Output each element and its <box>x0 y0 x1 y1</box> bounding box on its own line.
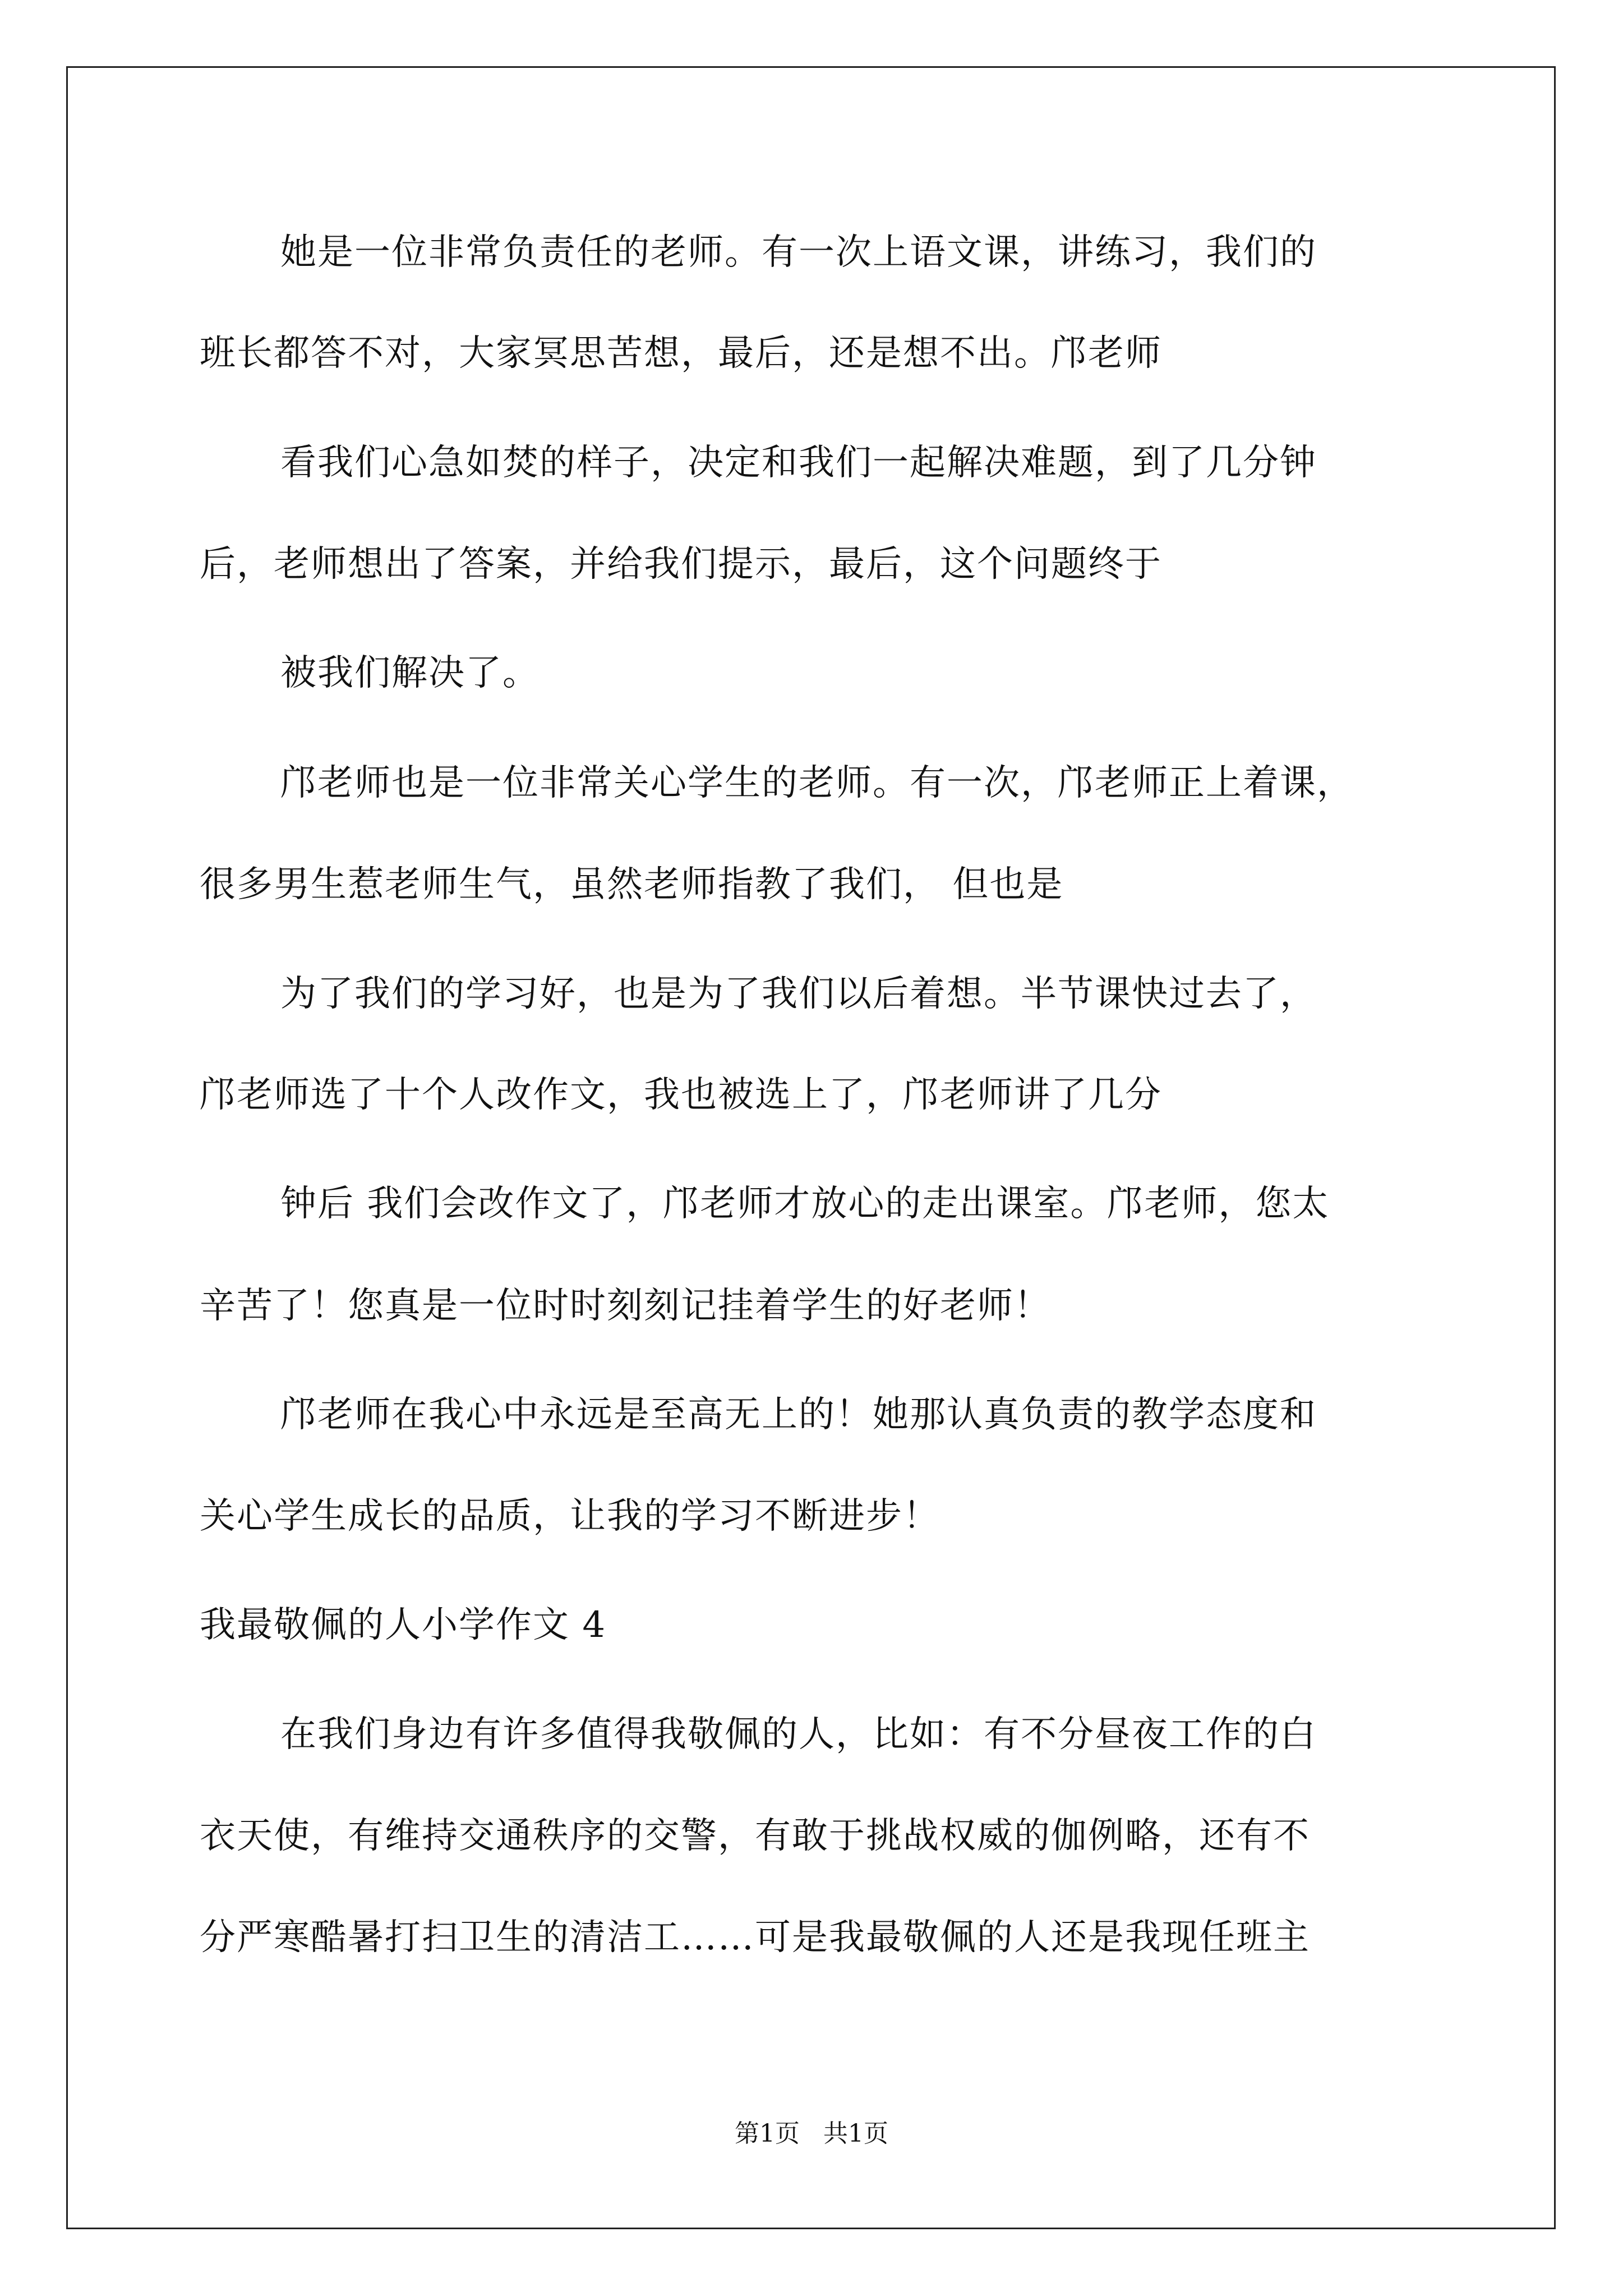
text-line: 她是一位非常负责任的老师。有一次上语文课，讲练习，我们的 <box>280 232 1317 273</box>
text-line: 被我们解决了。 <box>280 652 540 694</box>
text-line: 在我们身边有许多值得我敬佩的人，比如：有不分昼夜工作的白 <box>280 1714 1317 1755</box>
section-heading: 我最敬佩的人小学作文 4 <box>200 1604 607 1646</box>
text-line: 后，老师想出了答案，并给我们提示，最后，这个问题终于 <box>200 544 1162 585</box>
page-footer: 第1页 共1页 <box>735 2119 888 2148</box>
text-line: 关心学生成长的品质，让我的学习不断进步！ <box>200 1496 940 1537</box>
text-line: 辛苦了！您真是一位时时刻刻记挂着学生的好老师！ <box>200 1285 1051 1327</box>
text-line: 班长都答不对，大家冥思苦想，最后，还是想不出。邝老师 <box>200 333 1162 374</box>
text-line: 衣天使，有维持交通秩序的交警，有敢于挑战权威的伽例略，还有不 <box>200 1815 1310 1857</box>
text-line: 分严寒酷暑打扫卫生的清洁工……可是我最敬佩的人还是我现任班主 <box>200 1917 1310 1958</box>
text-line: 邝老师选了十个人改作文，我也被选上了，邝老师讲了几分 <box>200 1074 1162 1116</box>
text-line: 邝老师在我心中永远是至高无上的！她那认真负责的教学态度和 <box>280 1394 1317 1435</box>
text-line: 邝老师也是一位非常关心学生的老师。有一次，邝老师正上着课， <box>280 762 1354 804</box>
text-line: 钟后 我们会改作文了，邝老师才放心的走出课室。邝老师，您太 <box>280 1183 1330 1225</box>
text-line: 很多男生惹老师生气，虽然老师指教了我们， 但也是 <box>200 864 1064 905</box>
page-border <box>66 66 1556 2229</box>
text-line: 看我们心急如焚的样子，决定和我们一起解决难题，到了几分钟 <box>280 442 1317 484</box>
text-line: 为了我们的学习好，也是为了我们以后着想。半节课快过去了， <box>280 973 1317 1015</box>
